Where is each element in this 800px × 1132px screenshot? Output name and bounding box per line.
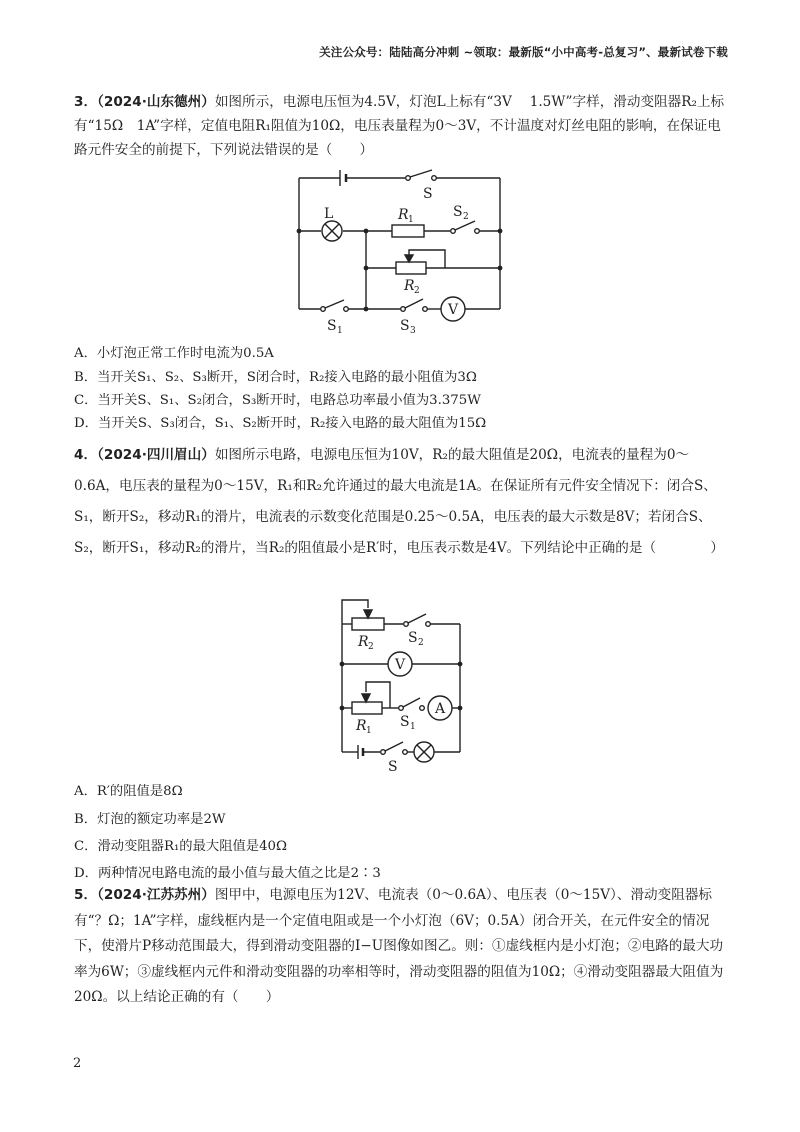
q4-label-S2: S: [408, 630, 418, 646]
q4-rheostat-R2-slider: [364, 610, 372, 618]
q4-label-A: A: [435, 701, 446, 717]
q4-rheostat-R1-slider: [362, 694, 370, 702]
q4-option-c: C．滑动变阻器R₁的最大阻值是40Ω: [74, 839, 288, 854]
q4-option-b: B．灯泡的额定功率是2W: [74, 812, 226, 827]
q5-source: （2024·江苏苏州）: [97, 887, 215, 903]
q4-number: 4．: [74, 447, 98, 463]
q4-option-a: A．R′的阻值是8Ω: [74, 784, 183, 799]
q4-rheostat-R1: [352, 702, 382, 714]
q3-label-S1: S: [327, 318, 337, 334]
q4-label-S1-sub: 1: [410, 722, 416, 732]
q3-label-R2-sub: 2: [414, 286, 420, 296]
q3-label-V: V: [448, 302, 459, 318]
q4-rheostat-R2: [352, 618, 384, 630]
q3-switch-S-blade: [410, 170, 432, 177]
q3-number: 3．: [74, 94, 98, 110]
q3-rheostat-R2: [396, 262, 426, 274]
q3-label-L: L: [324, 206, 334, 222]
q3-option-c: C．当开关S、S₁、S₂闭合，S₃断开时，电路总功率最小值为3.375W: [74, 393, 481, 408]
q4-label-R1: R: [356, 718, 367, 734]
q3-label-S: S: [423, 186, 433, 202]
q3-switch-S2-blade: [455, 221, 475, 230]
q3-label-S1-sub: 1: [337, 326, 343, 336]
q4-circuit-diagram: [330, 586, 470, 776]
q3-label-S2: S: [453, 204, 463, 220]
q3-label-R2: R: [404, 278, 415, 294]
q4-label-S: S: [388, 759, 398, 775]
q3-label-S3-sub: 3: [410, 326, 416, 336]
q3-rheostat-slider-arrow: [405, 255, 413, 262]
q3-resistor-R1: [392, 225, 424, 237]
q4-text: 如图所示电路，电源电压恒为10V，R₂的最大阻值是20Ω，电流表的量程为0～0.6A，电压表的量程为0～15V，R₁和R₂允许通过的最大电流是1A。在保证所有元件安全情况下：闭合S、S₁，断开S₂，移动R₁的滑片，电流表的示数变化范围是0.25～0.5A，电压表的最大示数是8V；若闭合S、S₂，断开S₁，移动R₂的滑片，当R₂的阻值最小是R′时，电压表示数是4V。下列结论中正确的是（ ）: [74, 447, 725, 556]
q3-stem: [74, 90, 734, 162]
q3-label-S2-sub: 2: [463, 212, 469, 222]
q4-option-d: D．两种情况电路电流的最小值与最大值之比是2∶3: [74, 866, 381, 881]
q4-label-R2: R: [358, 634, 369, 650]
q4-switch-S-blade: [385, 742, 403, 751]
q5-number: 5．: [74, 887, 98, 903]
q5-text: 图甲中，电源电压为12V、电流表（0～0.6A）、电压表（0～15V）、滑动变阻器标有“？Ω；1A”字样，虚线框内是一个定值电阻或是一个小灯泡（6V；0.5A）闭合开关，在元件安全的情况下，使滑片P移动范围最大，得到滑动变阻器的I−U图像如图乙。则：①虚线框内是小灯泡；②电路的最大功率为6W；③虚线框内元件和滑动变阻器的功率相等时，滑动变阻器的阻值为10Ω；④滑动变阻器最大阻值为20Ω。以上结论正确的有（ ）: [74, 887, 724, 1005]
q3-switch-S3-blade: [405, 299, 423, 308]
q3-text: 如图所示，电源电压恒为4.5V，灯泡L上标有“3V 1.5W”字样，滑动变阻器R₂上标有“15Ω 1A”字样，定值电阻R₁阻值为10Ω，电压表量程为0～3V，不计温度对灯丝电阻的影响，在保证电路元件安全的前提下，下列说法错误的是（ ）: [74, 94, 725, 158]
page-number: 2: [73, 1056, 82, 1071]
q4-label-S1: S: [400, 714, 410, 730]
q3-circuit-diagram: [280, 166, 520, 338]
q4-switch-S1-blade: [403, 698, 420, 707]
q4-label-S2-sub: 2: [418, 638, 424, 648]
q4-switch-S2-blade: [408, 614, 426, 623]
q3-option-b: B．当开关S₁、S₂、S₃断开，S闭合时，R₂接入电路的最小阻值为3Ω: [74, 370, 477, 385]
q3-option-d: D．当开关S、S₃闭合，S₁、S₂断开时，R₂接入电路的最大阻值为15Ω: [74, 416, 487, 431]
q4-label-R1-sub: 1: [366, 726, 372, 736]
q4-stem: [74, 440, 734, 564]
q3-switch-S1-blade: [325, 300, 344, 308]
q3-label-R1: R: [398, 207, 409, 223]
q4-source: （2024·四川眉山）: [97, 447, 215, 463]
q3-label-R1-sub: 1: [408, 215, 414, 225]
q3-option-a: A．小灯泡正常工作时电流为0.5A: [74, 346, 274, 361]
page-header: 关注公众号：陆陆高分冲刺 ~领取：最新版“小中高考-总复习”、最新试卷下载: [319, 45, 728, 59]
q3-source: （2024·山东德州）: [97, 94, 215, 110]
q5-stem: [74, 883, 734, 1011]
q4-label-R2-sub: 2: [368, 642, 374, 652]
q3-label-S3: S: [400, 318, 410, 334]
q4-label-V: V: [395, 657, 406, 673]
